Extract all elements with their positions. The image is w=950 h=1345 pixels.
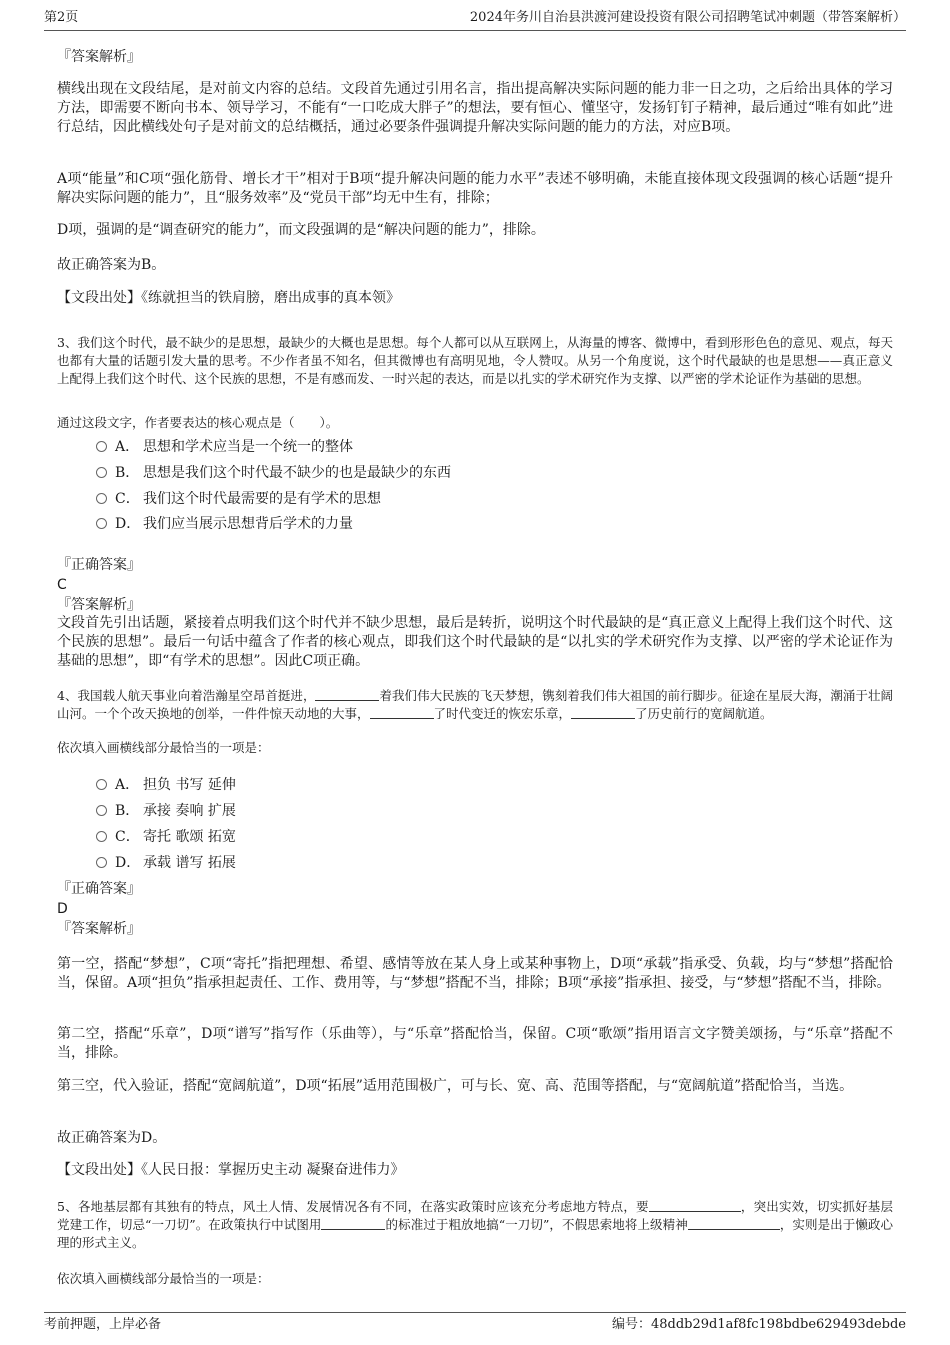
option-letter: D． — [115, 516, 141, 532]
q4-option-d[interactable] — [96, 853, 236, 873]
q4-analysis-p2: 第二空，搭配“乐章”，D项“谱写”指写作（乐曲等），与“乐章”搭配恰当，保留。C项“歌颂”指用语言文字赞美颂扬，与“乐章”搭配不当，排除。 — [57, 1026, 893, 1061]
option-letter: A． — [115, 777, 140, 793]
q4-question: 依次填入画横线部分最恰当的一项是： — [57, 740, 270, 755]
radio-button[interactable] — [96, 441, 107, 452]
option-letter: C． — [115, 491, 140, 507]
q3-option-b[interactable] — [96, 463, 451, 483]
q2-analysis-label: 『答案解析』 — [57, 49, 141, 65]
footer-slogan: 考前押题，上岸必备 — [44, 1317, 162, 1332]
radio-button[interactable] — [96, 805, 107, 816]
fill-blank — [370, 706, 434, 719]
q3-answer-label: 『正确答案』 — [57, 557, 141, 573]
option-text: 我们应当展示思想背后学术的力量 — [143, 516, 353, 532]
option-text: 承接 奏响 扩展 — [143, 803, 236, 819]
q4-stem: 4、我国载人航天事业向着浩瀚星空昂首挺进， 着我们伟大民族的飞天梦想，镌刻着我们伟大祖国的前行脚步。征途在星辰大海，潮涌于壮阔山河。一个个改天换地的创举，一件件惊天动地的大事， 了时代变迁的恢宏乐章， 了历史前行的宽阔航道。 — [57, 688, 893, 721]
q3-option-c[interactable] — [96, 489, 381, 509]
document-title: 2024年务川自治县洪渡河建设投资有限公司招聘笔试冲刺题（带答案解析） — [469, 10, 906, 25]
q4-answer-label: 『正确答案』 — [57, 881, 141, 897]
option-text: 我们这个时代最需要的是有学术的思想 — [143, 491, 381, 507]
q5-question: 依次填入画横线部分最恰当的一项是： — [57, 1271, 270, 1286]
option-text: 思想和学术应当是一个统一的整体 — [143, 439, 353, 455]
q4-answer: D — [57, 901, 68, 917]
radio-button[interactable] — [96, 831, 107, 842]
q2-source: 【文段出处】《练就担当的铁肩膀，磨出成事的真本领》 — [57, 290, 400, 306]
option-letter: D． — [115, 855, 141, 871]
q4-analysis-p4: 故正确答案为D。 — [57, 1130, 167, 1146]
q4-analysis-p3: 第三空，代入验证，搭配“宽阔航道”，D项“拓展”适用范围极广，可与长、宽、高、范围等搭配，与“宽阔航道”搭配恰当，当选。 — [57, 1078, 854, 1094]
q2-analysis-p4: 故正确答案为B。 — [57, 257, 166, 273]
page-number: 第2页 — [44, 10, 79, 25]
option-text: 担负 书写 延伸 — [143, 777, 236, 793]
q4-analysis-label: 『答案解析』 — [57, 921, 141, 937]
q3-question: 通过这段文字，作者要表达的核心观点是（ ）。 — [57, 415, 339, 430]
radio-button[interactable] — [96, 779, 107, 790]
page-header — [44, 8, 906, 31]
radio-button[interactable] — [96, 857, 107, 868]
fill-blank — [571, 706, 635, 719]
q3-option-d[interactable] — [96, 514, 353, 534]
option-text: 承载 谱写 拓展 — [143, 855, 236, 871]
q4-analysis-p1: 第一空，搭配“梦想”，C项“寄托”指把理想、希望、感情等放在某人身上或某种事物上，D项“承载”指承受、负载，均与“梦想”搭配恰当，保留。A项“担负”指承担起责任、工作、费用等，与“梦想”搭配不当，排除；B项“承接”指承担、接受，与“梦想”搭配不当，排除。 — [57, 956, 893, 991]
radio-button[interactable] — [96, 518, 107, 529]
q3-option-a[interactable] — [96, 437, 353, 457]
q3-analysis-label: 『答案解析』 — [57, 597, 141, 613]
option-letter: A． — [115, 439, 140, 455]
option-letter: B． — [115, 803, 140, 819]
q2-analysis-p1: 横线出现在文段结尾，是对前文内容的总结。文段首先通过引用名言，指出提高解决实际问题的能力非一日之功，之后给出具体的学习方法，即需要不断向书本、领导学习，不能有“一口吃成大胖子”的想法，要有恒心、懂坚守，发扬钉钉子精神，最后通过“唯有如此”进行总结，因此横线处句子是对前文的总结概括，通过必要条件强调提升解决实际问题的能力的方法，对应B项。 — [57, 81, 893, 135]
q4-option-b[interactable] — [96, 801, 236, 821]
option-letter: B． — [115, 465, 140, 481]
document-code: 编号：48ddb29d1af8fc198bdbe629493debde — [611, 1317, 906, 1332]
fill-blank — [649, 1199, 741, 1212]
q5-stem: 5、各地基层都有其独有的特点，风土人情、发展情况各有不同，在落实政策时应该充分考虑地方特点，要 ，突出实效，切实抓好基层党建工作，切忌“一刀切”。在政策执行中试图用 的标准过于粗放地搞“一刀切”，不假思索地将上级精神 ，实则是出于懒政心理的形式主义。 — [57, 1199, 893, 1250]
q4-option-a[interactable] — [96, 775, 236, 795]
q3-stem: 3、我们这个时代，最不缺少的是思想，最缺少的大概也是思想。每个人都可以从互联网上，从海量的博客、微博中，看到形形色色的意见、观点，每天也都有大量的话题引发大量的思考。不少作者虽不知名，但其微博也有高明见地，令人赞叹。从另一个角度说，这个时代最缺的也是思想——真正意义上配得上我们这个时代、这个民族的思想，不是有感而发、一时兴起的表达，而是以扎实的学术研究作为支撑、以严密的学术论证作为基础的思想。 — [57, 335, 893, 386]
option-text: 思想是我们这个时代最不缺少的也是最缺少的东西 — [143, 465, 451, 481]
q4-source: 【文段出处】《人民日报：掌握历史主动 凝聚奋进伟力》 — [57, 1162, 405, 1178]
fill-blank — [315, 688, 379, 701]
q3-answer: C — [57, 577, 67, 593]
page-footer — [44, 1312, 906, 1335]
fill-blank — [321, 1217, 385, 1230]
q3-analysis: 文段首先引出话题，紧接着点明我们这个时代并不缺少思想，最后是转折，说明这个时代最缺的是“真正意义上配得上我们这个时代、这个民族的思想”。最后一句话中蕴含了作者的核心观点，即我们这个时代最缺的是“以扎实的学术研究作为支撑、以严密的学术论证作为基础的思想”，即“有学术的思想”。因此C项正确。 — [57, 615, 893, 669]
radio-button[interactable] — [96, 467, 107, 478]
fill-blank — [688, 1217, 780, 1230]
option-letter: C． — [115, 829, 140, 845]
option-text: 寄托 歌颂 拓宽 — [143, 829, 236, 845]
q4-option-c[interactable] — [96, 827, 236, 847]
q2-analysis-p2: A项“能量”和C项“强化筋骨、增长才干”相对于B项“提升解决问题的能力水平”表述不够明确，未能直接体现文段强调的核心话题“提升解决实际问题的能力”，且“服务效率”及“党员干部”均无中生有，排除； — [57, 171, 893, 206]
q2-analysis-p3: D项，强调的是“调查研究的能力”，而文段强调的是“解决问题的能力”，排除。 — [57, 222, 545, 238]
radio-button[interactable] — [96, 493, 107, 504]
